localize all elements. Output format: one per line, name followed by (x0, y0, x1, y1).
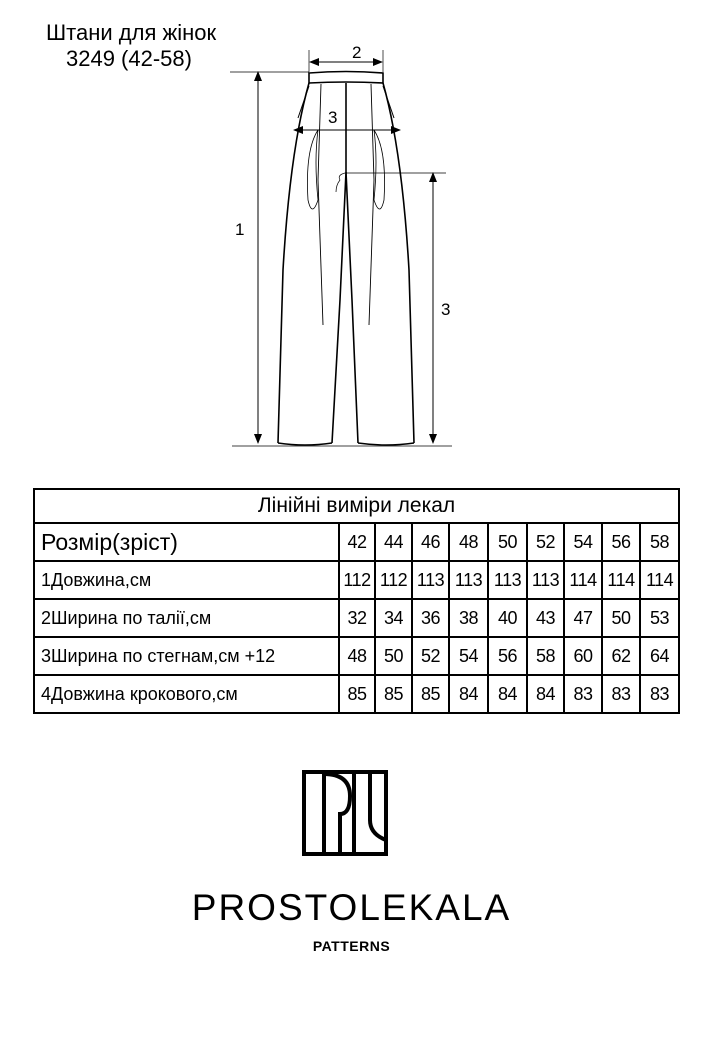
pl-monogram-icon (302, 770, 388, 856)
size-table (33, 488, 680, 714)
value-cell: 83 (640, 675, 679, 713)
inseam-dimension-label: 3 (441, 300, 451, 319)
length-dimension-label: 1 (235, 220, 245, 239)
title-line-2: 3249 (42-58) (66, 46, 192, 71)
value-cell: 64 (640, 637, 679, 675)
table-row-length (34, 561, 679, 599)
size-header-row (34, 523, 679, 561)
value-cell: 112 (375, 561, 412, 599)
value-cell: 83 (602, 675, 640, 713)
value-cell: 34 (375, 599, 412, 637)
value-cell: 113 (527, 561, 564, 599)
value-cell: 60 (564, 637, 602, 675)
trousers-technical-drawing (0, 0, 703, 470)
value-cell: 48 (339, 637, 375, 675)
value-cell: 58 (527, 637, 564, 675)
value-cell: 50 (375, 637, 412, 675)
value-cell: 114 (602, 561, 640, 599)
value-cell: 53 (640, 599, 679, 637)
value-cell: 47 (564, 599, 602, 637)
table-row-waist (34, 599, 679, 637)
size-cell: 56 (602, 523, 640, 561)
value-cell: 40 (488, 599, 527, 637)
row-label: 2Ширина по талії,см (34, 599, 339, 637)
brand-name: PROSTOLEKALA (191, 887, 512, 928)
value-cell: 36 (412, 599, 449, 637)
value-cell: 56 (488, 637, 527, 675)
value-cell: 85 (375, 675, 412, 713)
value-cell: 83 (564, 675, 602, 713)
size-cell: 54 (564, 523, 602, 561)
value-cell: 114 (640, 561, 679, 599)
value-cell: 32 (339, 599, 375, 637)
value-cell: 84 (488, 675, 527, 713)
value-cell: 84 (527, 675, 564, 713)
size-cell: 52 (527, 523, 564, 561)
value-cell: 113 (449, 561, 488, 599)
size-header-label: Розмір(зріст) (34, 523, 339, 561)
brand-tagline: PATTERNS (312, 938, 391, 954)
size-cell: 48 (449, 523, 488, 561)
value-cell: 50 (602, 599, 640, 637)
value-cell: 52 (412, 637, 449, 675)
value-cell: 62 (602, 637, 640, 675)
size-cell: 44 (375, 523, 412, 561)
value-cell: 43 (527, 599, 564, 637)
value-cell: 114 (564, 561, 602, 599)
table-row-hip (34, 637, 679, 675)
value-cell: 113 (412, 561, 449, 599)
value-cell: 84 (449, 675, 488, 713)
row-label: 3Ширина по стегнам,см +12 (34, 637, 339, 675)
title-line-1: Штани для жінок (46, 20, 217, 45)
value-cell: 85 (339, 675, 375, 713)
value-cell: 112 (339, 561, 375, 599)
value-cell: 113 (488, 561, 527, 599)
row-label: 1Довжина,см (34, 561, 339, 599)
size-cell: 58 (640, 523, 679, 561)
value-cell: 38 (449, 599, 488, 637)
value-cell: 85 (412, 675, 449, 713)
row-label: 4Довжина крокового,см (34, 675, 339, 713)
table-row-inseam (34, 675, 679, 713)
size-cell: 50 (488, 523, 527, 561)
table-title: Лінійні виміри лекал (34, 489, 679, 523)
size-cell: 46 (412, 523, 449, 561)
waist-dimension-label: 2 (352, 43, 362, 62)
hip-dimension-label: 3 (328, 108, 338, 127)
size-cell: 42 (339, 523, 375, 561)
value-cell: 54 (449, 637, 488, 675)
